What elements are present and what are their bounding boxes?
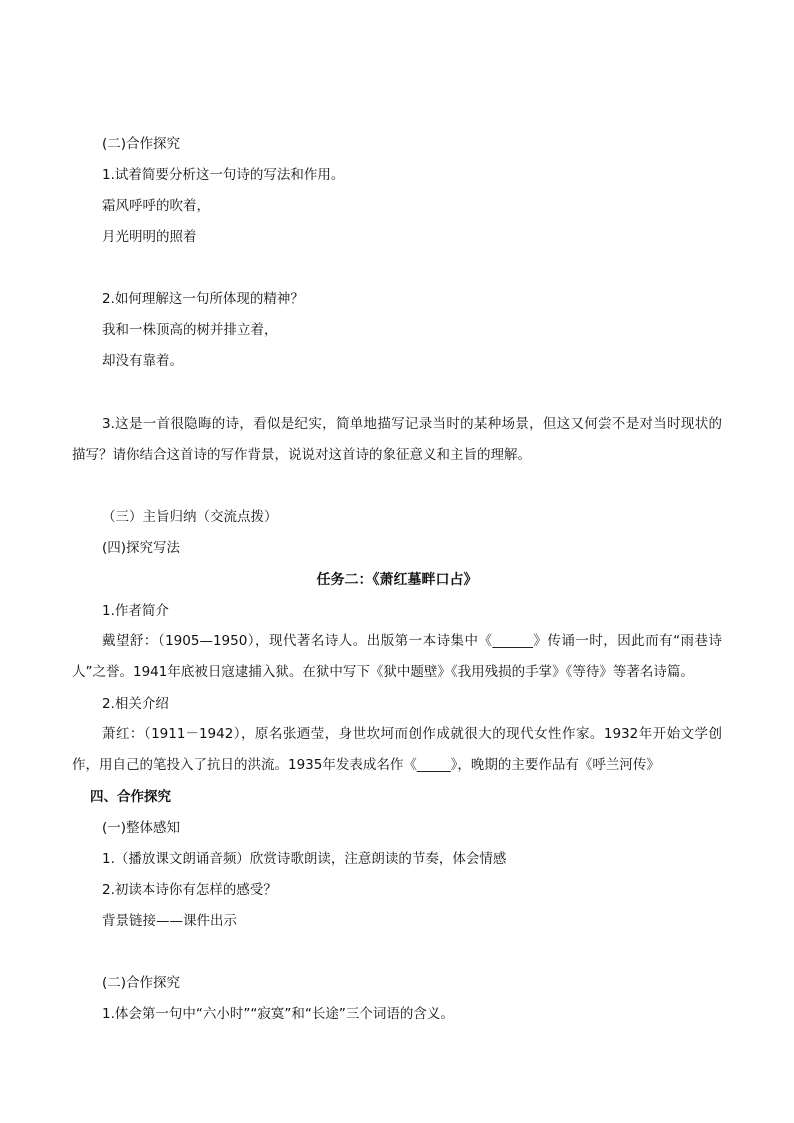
author-intro-heading: 1.作者简介: [102, 603, 169, 619]
related-intro-text: 萧红：（1911－1942），原名张迺莹，身世坎坷而创作成就很大的现代女性作家。1932年开始文学创作，用自己的笔投入了抗日的洪流。1935年发表成名作《_____》，晚期的主要作品有《呼兰河传》: [72, 726, 722, 773]
question-3: 3.这是一首很隐晦的诗，看似是纪实，简单地描写记录当时的某种场景，但这又何尝不是对当时现状的描写？请你结合这首诗的写作背景，说说对这首诗的象征意义和主旨的理解。: [72, 416, 722, 463]
poem-line: 霜风呼呼的吹着，: [102, 198, 210, 214]
question-1: 1.试着简要分析这一句诗的写法和作用。: [102, 167, 345, 183]
heading-writing-method: (四)探究写法: [102, 540, 181, 556]
heading-cooperative-inquiry: (二)合作探究: [102, 136, 181, 152]
list-item: 2.初读本诗你有怎样的感受？: [102, 882, 277, 898]
related-intro-heading: 2.相关介绍: [102, 696, 169, 712]
poem-line: 月光明明的照着: [102, 229, 197, 245]
task-2-title: 任务二：《萧红墓畔口占》: [316, 572, 478, 588]
list-item: 1.体会第一句中“六小时”“寂寞”和“长途”三个词语的含义。: [102, 1006, 454, 1022]
question-2: 2.如何理解这一句所体现的精神？: [102, 291, 304, 307]
heading-cooperative-inquiry-2: (二)合作探究: [102, 975, 181, 991]
heading-overall-perception: (一)整体感知: [102, 820, 181, 836]
heading-theme-summary: （三）主旨归纳（交流点拨）: [102, 509, 278, 525]
list-item: 背景链接——课件出示: [102, 913, 237, 929]
poem-line: 却没有靠着。: [102, 353, 183, 369]
poem-line: 我和一株顶高的树并排立着，: [102, 322, 278, 338]
section-4-heading: 四、合作探究: [90, 789, 171, 805]
list-item: 1.（播放课文朗诵音频）欣赏诗歌朗读，注意朗读的节奏，体会情感: [102, 851, 507, 867]
author-intro-text: 戴望舒：（1905—1950），现代著名诗人。出版第一本诗集中《______》传诵一时，因此而有“雨巷诗人”之誉。1941年底被日寇逮捕入狱。在狱中写下《狱中题壁》《我用残损的手掌》《等待》等著名诗篇。: [72, 633, 722, 680]
